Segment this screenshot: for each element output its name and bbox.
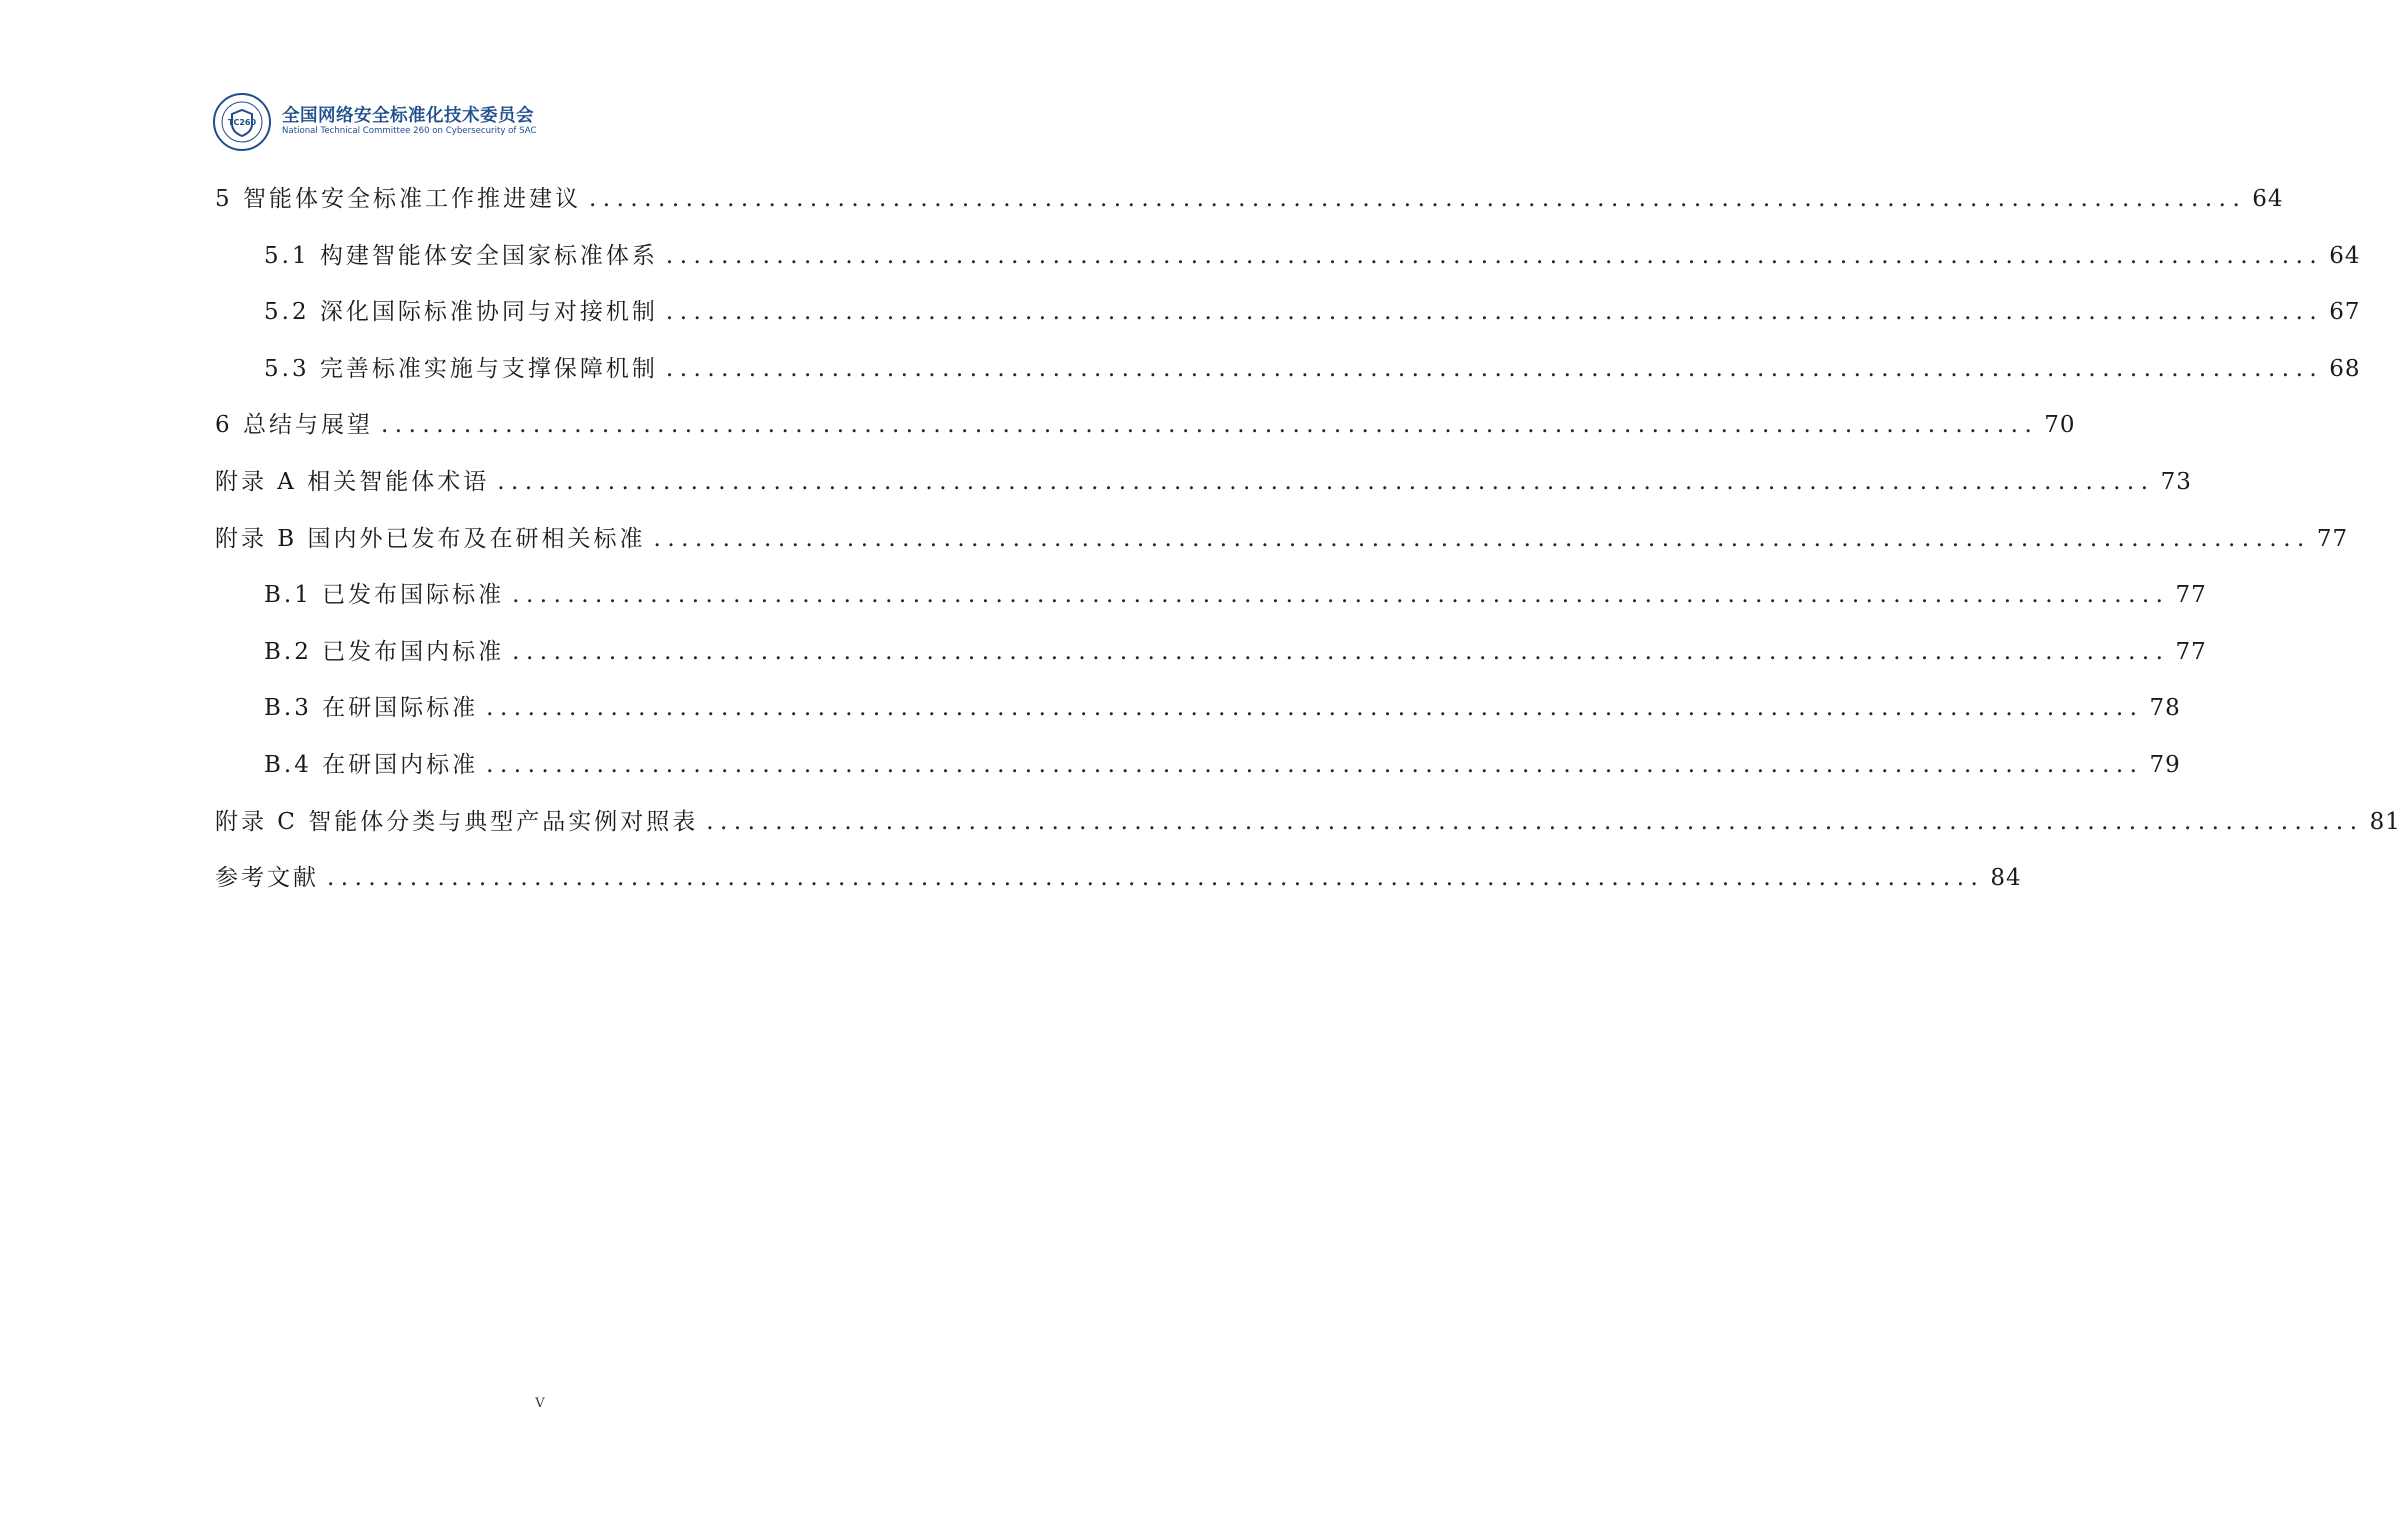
toc-entry-page: 81 — [2369, 808, 2401, 835]
toc-leader-dots: ........................................................................................................................ — [327, 865, 1985, 892]
toc-entry[interactable] — [215, 181, 2284, 217]
toc-entry[interactable] — [264, 634, 2207, 670]
toc-entry-title: 5 智能体安全标准工作推进建议 — [215, 186, 581, 212]
toc-entry-page: 64 — [2329, 242, 2361, 269]
toc-entry[interactable] — [215, 464, 2192, 500]
toc-leader-dots: ........................................................................................................................ — [512, 582, 2170, 609]
toc-leader-dots: ........................................................................................................................ — [706, 808, 2364, 835]
toc-entry-page: 77 — [2175, 582, 2207, 609]
page-header — [212, 92, 537, 154]
page-number: V — [535, 1396, 545, 1411]
toc-entry-title: 5.1 构建智能体安全国家标准体系 — [264, 242, 658, 269]
toc-entry-title: B.1 已发布国际标准 — [264, 582, 505, 609]
toc-entry-title: B.2 已发布国内标准 — [264, 638, 505, 665]
toc-entry-title: 5.2 深化国际标准协同与对接机制 — [264, 299, 658, 326]
toc-entry-page: 84 — [1990, 865, 2022, 892]
toc-entry-page: 73 — [2160, 469, 2192, 495]
toc-leader-dots: ........................................................................................................................ — [665, 355, 2324, 382]
toc-entry[interactable] — [264, 351, 2361, 387]
toc-entry-title: 参考文献 — [215, 865, 319, 892]
toc-entry-page: 68 — [2329, 355, 2361, 382]
org-name-cn: 全国网络安全标准化技术委员会 — [282, 106, 534, 126]
toc-leader-dots: ........................................................................................................................ — [653, 525, 2311, 552]
toc-entry-title: 6 总结与展望 — [215, 412, 373, 439]
toc-entry-title: B.3 在研国际标准 — [264, 695, 479, 722]
toc-entry[interactable] — [215, 860, 2022, 896]
toc-leader-dots: ........................................................................................................................ — [665, 242, 2324, 269]
toc-entry[interactable] — [264, 690, 2181, 726]
toc-entry[interactable] — [264, 747, 2181, 783]
toc-entry-page: 78 — [2149, 695, 2181, 722]
toc-entry[interactable] — [215, 804, 2401, 840]
toc-entry[interactable] — [264, 577, 2207, 613]
toc-leader-dots: ........................................................................................................................ — [588, 186, 2247, 212]
toc-entry-page: 79 — [2149, 752, 2181, 778]
toc-leader-dots: ........................................................................................................................ — [497, 469, 2155, 495]
toc-entry-page: 70 — [2044, 412, 2076, 439]
toc-entry-title: 附录 C 智能体分类与典型产品实例对照表 — [215, 808, 699, 835]
toc-leader-dots: ........................................................................................................................ — [380, 412, 2039, 439]
logo-text: TC260 — [227, 118, 257, 127]
toc-leader-dots: ........................................................................................................................ — [486, 695, 2144, 722]
toc-entry[interactable] — [215, 521, 2349, 557]
toc-entry-title: 5.3 完善标准实施与支撑保障机制 — [264, 355, 658, 382]
toc-entry-title: 附录 B 国内外已发布及在研相关标准 — [215, 525, 646, 552]
toc-entry-page: 77 — [2316, 525, 2349, 552]
toc-entry-page: 67 — [2329, 299, 2361, 326]
toc-leader-dots: ........................................................................................................................ — [665, 299, 2324, 326]
toc-entry-page: 77 — [2175, 638, 2207, 665]
toc-entry-title: B.4 在研国内标准 — [264, 752, 479, 778]
toc-entry[interactable] — [264, 294, 2361, 330]
org-name-en: National Technical Committee 260 on Cybersecurity of SAC — [282, 126, 537, 136]
toc-entry[interactable] — [215, 407, 2076, 443]
toc-entry[interactable] — [264, 238, 2361, 274]
toc-entry-page: 64 — [2252, 186, 2284, 212]
tc260-logo — [212, 92, 272, 152]
toc-leader-dots: ........................................................................................................................ — [512, 638, 2170, 665]
toc-entry-title: 附录 A 相关智能体术语 — [215, 469, 490, 495]
toc-leader-dots: ........................................................................................................................ — [486, 752, 2144, 778]
